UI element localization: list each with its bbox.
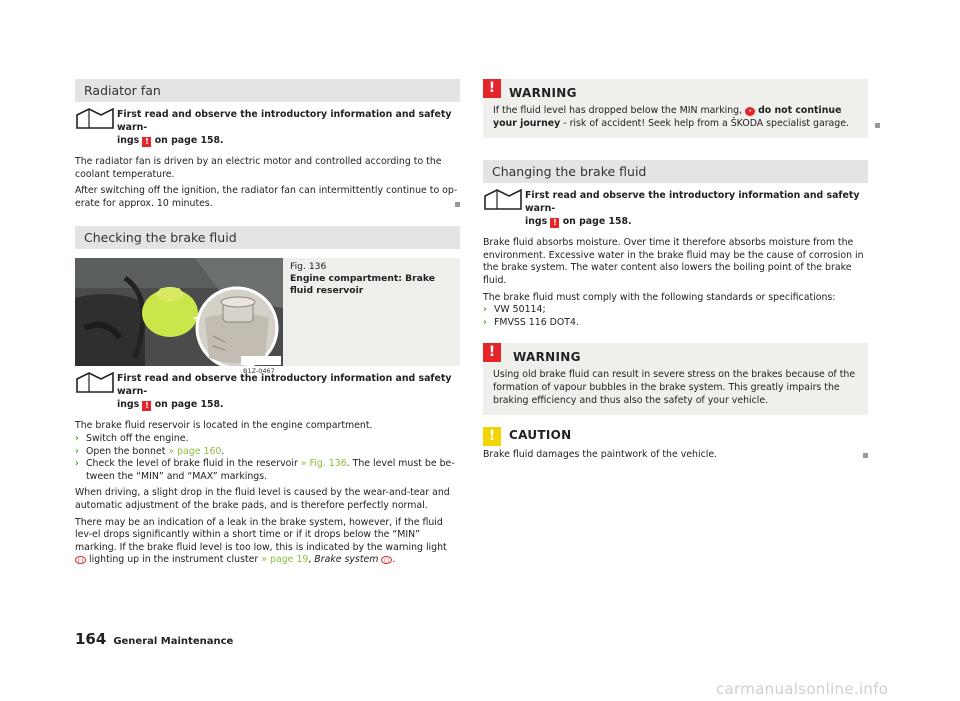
intro-note: First read and observe the introductory information and safety warn- ings ! on page 158. (483, 189, 868, 228)
figure-code: B1Z-0467 (243, 367, 275, 375)
chevron-right-icon: › (75, 458, 79, 470)
caution-title: CAUTION (509, 428, 572, 443)
list-item: › FMVSS 116 DOT4. (483, 316, 579, 328)
intro-note: First read and observe the introductory information and safety warn- ings ! on page 158. (75, 372, 460, 411)
engine-compartment-photo (75, 258, 283, 366)
brake-warning-light-icon: ( ) (381, 556, 392, 564)
page-link[interactable]: » page 160 (168, 445, 222, 457)
chevron-right-icon: › (75, 445, 79, 457)
intro-note: First read and observe the introductory information and safety warn- ings ! on page 158. (75, 108, 460, 147)
warning-symbol-icon: ! (550, 218, 559, 228)
section-end-marker-icon (863, 453, 868, 458)
check-paragraph-1: The brake fluid reservoir is located in the engine compartment. (75, 420, 373, 432)
open-book-icon (75, 108, 115, 130)
left-column (75, 79, 460, 571)
chapter-title: General Maintenance (113, 636, 234, 647)
section-end-marker-icon (455, 202, 460, 207)
open-book-icon (483, 189, 523, 211)
chevron-right-icon: › (483, 316, 487, 328)
section-end-marker-icon (875, 123, 880, 128)
page-footer (75, 630, 233, 648)
warning-box-old-fluid: ! WARNING Using old brake fluid can result in severe stress on the brakes because of the formation of vapour bubbles in the brake system. This greatly impairs the braking efficiency and thus also the safety of your vehicle. (483, 343, 868, 415)
brake-system-light-icon: • (745, 107, 755, 116)
figure-link[interactable]: » Fig. 136 (300, 458, 347, 470)
check-paragraph-2: When driving, a slight drop in the fluid level is caused by the wear-and-tear and automatic adjustment of the brake pads, and is therefore perfectly normal. (75, 487, 450, 511)
section-title-changing-brake-fluid: Changing the brake fluid (483, 160, 868, 183)
page-reference-link[interactable]: on page 158. (154, 135, 224, 146)
caution-symbol-icon: ! (483, 427, 501, 446)
warning-title: WARNING (509, 86, 577, 100)
section-title-checking-brake-fluid: Checking the brake fluid (75, 226, 460, 249)
change-paragraph-1: Brake fluid absorbs moisture. Over time it therefore absorbs moisture from the environment. Excessive water in the brake fluid may be the cause of corrosion in the brake system. The water content also lowers the boiling point of the brake fluid. (483, 237, 864, 286)
page-number: 164 (75, 630, 107, 648)
page-reference-link[interactable]: on page 158. (154, 399, 224, 411)
radiator-paragraph-2: After switching off the ignition, the radiator fan can intermittently continue to op-erate for approx. 10 minutes. (75, 185, 460, 210)
check-paragraph-3: There may be an indication of a leak in the brake system, however, if the fluid lev-el drops significantly within a short time or if it drops below the “MIN” marking. If the brake fluid level is too low, this is indicated by the warning light ( ) lighting up in the instrument cluster » page 19, Brake system ( ) . (75, 516, 447, 566)
chevron-right-icon: › (483, 304, 487, 316)
warning-box-fluid-level: ! WARNING If the fluid level has dropped below the MIN marking, • do not continue your journey - risk of accident! Seek help from a ŠKODA specialist garage. (483, 79, 868, 138)
radiator-paragraph-1: The radiator fan is driven by an electric motor and controlled according to the coolant temperature. (75, 156, 442, 180)
figure-caption: Fig. 136 Engine compartment: Brake fluid reservoir (290, 261, 435, 297)
warning-symbol-icon: ! (142, 401, 151, 411)
warning-title: WARNING (513, 350, 581, 365)
list-item: › VW 50114; (483, 304, 546, 316)
watermark: carmanualsonline.info (716, 680, 889, 698)
specs-list (483, 304, 868, 329)
list-item: › Check the level of brake fluid in the reservoir » Fig. 136. The level must be be-tween the “MIN” and “MAX” markings. (75, 458, 455, 482)
check-steps-list (75, 433, 460, 483)
section-title-radiator-fan: Radiator fan (75, 79, 460, 102)
list-item: › Switch off the engine. (75, 432, 189, 444)
right-column (483, 79, 868, 466)
warning-triangle-icon: ! (483, 343, 501, 362)
list-item: › Open the bonnet » page 160. (75, 445, 225, 457)
warning-symbol-icon: ! (142, 137, 151, 147)
page-link[interactable]: » page 19 (261, 554, 309, 566)
warning-triangle-icon: ! (483, 79, 501, 98)
brake-warning-light-icon: ( ) (75, 556, 86, 564)
figure-136 (75, 258, 460, 366)
page-reference-link[interactable]: on page 158. (562, 216, 632, 228)
caution-box: ! CAUTION Brake fluid damages the paintwork of the vehicle. (483, 427, 868, 462)
open-book-icon (75, 372, 115, 394)
change-paragraph-2: The brake fluid must comply with the following standards or specifications: (483, 291, 836, 303)
chevron-right-icon: › (75, 432, 79, 444)
